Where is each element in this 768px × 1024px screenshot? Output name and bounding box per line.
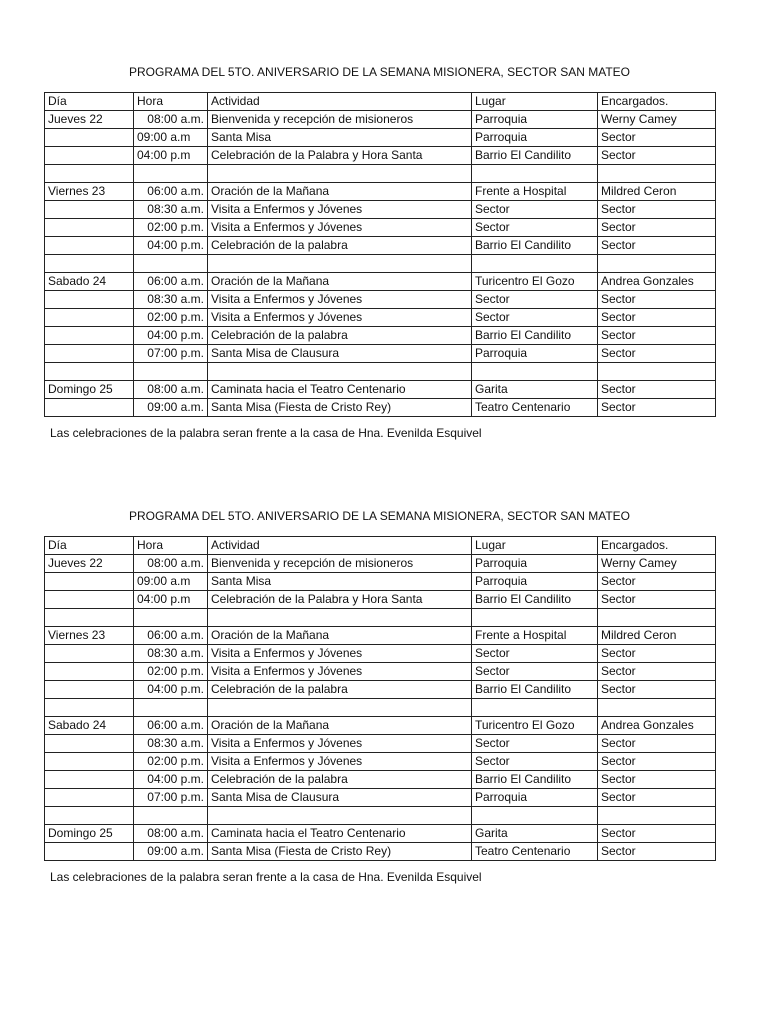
cell-hora: 08:00 a.m. bbox=[134, 555, 208, 573]
cell-actividad: Santa Misa de Clausura bbox=[208, 345, 472, 363]
cell-lugar: Parroquia bbox=[472, 789, 598, 807]
cell-lugar: Barrio El Candilito bbox=[472, 327, 598, 345]
cell-hora bbox=[134, 363, 208, 381]
cell-actividad: Bienvenida y recepción de misioneros bbox=[208, 555, 472, 573]
cell-hora bbox=[134, 609, 208, 627]
table-row bbox=[45, 573, 716, 591]
cell-encargados: Sector bbox=[598, 825, 716, 843]
cell-actividad bbox=[208, 363, 472, 381]
spacer-row bbox=[45, 699, 716, 717]
cell-actividad: Caminata hacia el Teatro Centenario bbox=[208, 825, 472, 843]
cell-lugar bbox=[472, 255, 598, 273]
cell-actividad: Celebración de la palabra bbox=[208, 327, 472, 345]
cell-encargados: Sector bbox=[598, 645, 716, 663]
cell-dia bbox=[45, 147, 134, 165]
cell-dia bbox=[45, 237, 134, 255]
cell-dia: Viernes 23 bbox=[45, 627, 134, 645]
cell-hora: 06:00 a.m. bbox=[134, 183, 208, 201]
cell-lugar: Parroquia bbox=[472, 555, 598, 573]
schedule-table bbox=[44, 536, 716, 861]
cell-lugar: Garita bbox=[472, 825, 598, 843]
cell-actividad: Caminata hacia el Teatro Centenario bbox=[208, 381, 472, 399]
cell-dia: Viernes 23 bbox=[45, 183, 134, 201]
cell-dia: Sabado 24 bbox=[45, 717, 134, 735]
cell-lugar: Parroquia bbox=[472, 573, 598, 591]
cell-hora: 08:30 a.m. bbox=[134, 201, 208, 219]
cell-encargados bbox=[598, 255, 716, 273]
cell-encargados: Sector bbox=[598, 237, 716, 255]
cell-hora: 04:00 p.m. bbox=[134, 681, 208, 699]
table-row bbox=[45, 663, 716, 681]
column-header: Actividad bbox=[208, 537, 472, 555]
cell-actividad bbox=[208, 699, 472, 717]
cell-dia: Jueves 22 bbox=[45, 555, 134, 573]
cell-dia bbox=[45, 645, 134, 663]
cell-lugar: Sector bbox=[472, 735, 598, 753]
footnote: Las celebraciones de la palabra seran frente a la casa de Hna. Evenilda Esquivel bbox=[50, 426, 482, 440]
cell-hora: 02:00 p.m. bbox=[134, 309, 208, 327]
cell-encargados: Sector bbox=[598, 771, 716, 789]
cell-actividad bbox=[208, 165, 472, 183]
table-row bbox=[45, 717, 716, 735]
cell-hora bbox=[134, 165, 208, 183]
cell-encargados: Andrea Gonzales bbox=[598, 273, 716, 291]
cell-actividad: Oración de la Mañana bbox=[208, 183, 472, 201]
cell-dia bbox=[45, 807, 134, 825]
cell-dia bbox=[45, 129, 134, 147]
table-row bbox=[45, 273, 716, 291]
cell-actividad: Oración de la Mañana bbox=[208, 627, 472, 645]
cell-actividad: Visita a Enfermos y Jóvenes bbox=[208, 291, 472, 309]
cell-lugar: Sector bbox=[472, 309, 598, 327]
cell-encargados: Sector bbox=[598, 789, 716, 807]
cell-encargados: Werny Camey bbox=[598, 111, 716, 129]
cell-hora: 02:00 p.m. bbox=[134, 753, 208, 771]
cell-lugar: Parroquia bbox=[472, 111, 598, 129]
table-row bbox=[45, 771, 716, 789]
cell-dia bbox=[45, 771, 134, 789]
cell-hora: 08:30 a.m. bbox=[134, 291, 208, 309]
schedule-block-2 bbox=[44, 508, 715, 885]
cell-actividad bbox=[208, 609, 472, 627]
cell-lugar: Teatro Centenario bbox=[472, 399, 598, 417]
column-header: Encargados. bbox=[598, 537, 716, 555]
cell-lugar: Barrio El Candilito bbox=[472, 237, 598, 255]
column-header: Encargados. bbox=[598, 93, 716, 111]
spacer-row bbox=[45, 363, 716, 381]
cell-hora: 09:00 a.m. bbox=[134, 843, 208, 861]
cell-lugar: Sector bbox=[472, 753, 598, 771]
cell-hora: 04:00 p.m. bbox=[134, 237, 208, 255]
cell-actividad: Celebración de la Palabra y Hora Santa bbox=[208, 591, 472, 609]
cell-hora: 06:00 a.m. bbox=[134, 627, 208, 645]
cell-actividad: Visita a Enfermos y Jóvenes bbox=[208, 309, 472, 327]
column-header: Hora bbox=[134, 93, 208, 111]
cell-actividad: Santa Misa (Fiesta de Cristo Rey) bbox=[208, 399, 472, 417]
table-row bbox=[45, 789, 716, 807]
cell-hora: 02:00 p.m. bbox=[134, 219, 208, 237]
cell-actividad: Bienvenida y recepción de misioneros bbox=[208, 111, 472, 129]
table-row bbox=[45, 735, 716, 753]
cell-actividad: Visita a Enfermos y Jóvenes bbox=[208, 663, 472, 681]
cell-encargados bbox=[598, 609, 716, 627]
cell-encargados bbox=[598, 807, 716, 825]
cell-hora: 09:00 a.m. bbox=[134, 399, 208, 417]
cell-lugar: Sector bbox=[472, 219, 598, 237]
cell-lugar bbox=[472, 165, 598, 183]
cell-dia bbox=[45, 591, 134, 609]
table-row bbox=[45, 825, 716, 843]
cell-lugar: Turicentro El Gozo bbox=[472, 273, 598, 291]
table-row bbox=[45, 183, 716, 201]
cell-lugar: Turicentro El Gozo bbox=[472, 717, 598, 735]
cell-lugar: Barrio El Candilito bbox=[472, 771, 598, 789]
schedule-table bbox=[44, 92, 716, 417]
cell-dia bbox=[45, 165, 134, 183]
cell-dia bbox=[45, 681, 134, 699]
document-title: PROGRAMA DEL 5TO. ANIVERSARIO DE LA SEMANA MISIONERA, SECTOR SAN MATEO bbox=[128, 65, 630, 79]
cell-lugar: Garita bbox=[472, 381, 598, 399]
cell-hora: 02:00 p.m. bbox=[134, 663, 208, 681]
spacer-row bbox=[45, 165, 716, 183]
cell-dia bbox=[45, 363, 134, 381]
cell-lugar: Sector bbox=[472, 201, 598, 219]
cell-dia bbox=[45, 699, 134, 717]
cell-encargados: Sector bbox=[598, 327, 716, 345]
cell-hora: 04:00 p.m bbox=[134, 147, 208, 165]
cell-lugar bbox=[472, 609, 598, 627]
cell-encargados: Sector bbox=[598, 843, 716, 861]
cell-dia bbox=[45, 789, 134, 807]
cell-lugar: Barrio El Candilito bbox=[472, 147, 598, 165]
cell-encargados: Andrea Gonzales bbox=[598, 717, 716, 735]
table-row bbox=[45, 681, 716, 699]
cell-encargados: Sector bbox=[598, 201, 716, 219]
cell-encargados: Sector bbox=[598, 399, 716, 417]
cell-dia bbox=[45, 843, 134, 861]
table-row bbox=[45, 201, 716, 219]
table-row bbox=[45, 219, 716, 237]
cell-hora: 04:00 p.m. bbox=[134, 771, 208, 789]
cell-actividad: Visita a Enfermos y Jóvenes bbox=[208, 645, 472, 663]
cell-actividad: Visita a Enfermos y Jóvenes bbox=[208, 219, 472, 237]
column-header: Actividad bbox=[208, 93, 472, 111]
cell-dia bbox=[45, 309, 134, 327]
cell-hora: 08:00 a.m. bbox=[134, 381, 208, 399]
cell-hora: 09:00 a.m bbox=[134, 573, 208, 591]
cell-lugar: Sector bbox=[472, 663, 598, 681]
cell-dia: Domingo 25 bbox=[45, 381, 134, 399]
cell-dia bbox=[45, 291, 134, 309]
cell-actividad: Visita a Enfermos y Jóvenes bbox=[208, 201, 472, 219]
table-row bbox=[45, 147, 716, 165]
table-row bbox=[45, 111, 716, 129]
cell-lugar: Parroquia bbox=[472, 129, 598, 147]
cell-encargados: Mildred Ceron bbox=[598, 183, 716, 201]
cell-encargados: Sector bbox=[598, 381, 716, 399]
cell-hora: 08:30 a.m. bbox=[134, 645, 208, 663]
cell-actividad: Celebración de la Palabra y Hora Santa bbox=[208, 147, 472, 165]
spacer-row bbox=[45, 609, 716, 627]
cell-lugar: Teatro Centenario bbox=[472, 843, 598, 861]
document-title: PROGRAMA DEL 5TO. ANIVERSARIO DE LA SEMANA MISIONERA, SECTOR SAN MATEO bbox=[128, 509, 630, 523]
column-header: Día bbox=[45, 537, 134, 555]
cell-dia: Domingo 25 bbox=[45, 825, 134, 843]
cell-lugar: Barrio El Candilito bbox=[472, 591, 598, 609]
cell-actividad: Santa Misa (Fiesta de Cristo Rey) bbox=[208, 843, 472, 861]
cell-actividad: Oración de la Mañana bbox=[208, 717, 472, 735]
cell-actividad: Oración de la Mañana bbox=[208, 273, 472, 291]
cell-encargados bbox=[598, 699, 716, 717]
table-row bbox=[45, 309, 716, 327]
cell-hora: 06:00 a.m. bbox=[134, 717, 208, 735]
cell-lugar: Frente a Hospital bbox=[472, 183, 598, 201]
cell-encargados: Sector bbox=[598, 291, 716, 309]
cell-lugar: Sector bbox=[472, 291, 598, 309]
cell-hora bbox=[134, 255, 208, 273]
table-row bbox=[45, 843, 716, 861]
schedule-block-1 bbox=[44, 64, 715, 441]
cell-hora: 09:00 a.m bbox=[134, 129, 208, 147]
cell-hora: 08:00 a.m. bbox=[134, 111, 208, 129]
cell-hora: 07:00 p.m. bbox=[134, 789, 208, 807]
cell-encargados bbox=[598, 165, 716, 183]
cell-hora: 06:00 a.m. bbox=[134, 273, 208, 291]
cell-actividad: Santa Misa de Clausura bbox=[208, 789, 472, 807]
footnote: Las celebraciones de la palabra seran frente a la casa de Hna. Evenilda Esquivel bbox=[50, 870, 482, 884]
spacer-row bbox=[45, 807, 716, 825]
cell-encargados: Sector bbox=[598, 681, 716, 699]
cell-lugar bbox=[472, 807, 598, 825]
cell-encargados: Sector bbox=[598, 573, 716, 591]
header-row bbox=[45, 93, 716, 111]
cell-actividad: Celebración de la palabra bbox=[208, 237, 472, 255]
cell-encargados: Sector bbox=[598, 345, 716, 363]
table-row bbox=[45, 345, 716, 363]
cell-lugar: Sector bbox=[472, 645, 598, 663]
cell-dia bbox=[45, 735, 134, 753]
table-row bbox=[45, 381, 716, 399]
cell-lugar bbox=[472, 699, 598, 717]
cell-actividad bbox=[208, 807, 472, 825]
cell-dia bbox=[45, 255, 134, 273]
cell-actividad: Santa Misa bbox=[208, 573, 472, 591]
cell-hora: 08:30 a.m. bbox=[134, 735, 208, 753]
cell-dia: Sabado 24 bbox=[45, 273, 134, 291]
cell-encargados: Sector bbox=[598, 309, 716, 327]
table-row bbox=[45, 327, 716, 345]
cell-encargados: Sector bbox=[598, 663, 716, 681]
table-row bbox=[45, 129, 716, 147]
cell-encargados: Werny Camey bbox=[598, 555, 716, 573]
cell-lugar: Barrio El Candilito bbox=[472, 681, 598, 699]
spacer-row bbox=[45, 255, 716, 273]
cell-hora bbox=[134, 699, 208, 717]
table-row bbox=[45, 555, 716, 573]
table-row bbox=[45, 753, 716, 771]
cell-dia bbox=[45, 345, 134, 363]
cell-encargados: Mildred Ceron bbox=[598, 627, 716, 645]
cell-encargados: Sector bbox=[598, 129, 716, 147]
cell-dia bbox=[45, 609, 134, 627]
cell-encargados: Sector bbox=[598, 753, 716, 771]
cell-actividad: Visita a Enfermos y Jóvenes bbox=[208, 753, 472, 771]
cell-hora: 04:00 p.m. bbox=[134, 327, 208, 345]
cell-dia bbox=[45, 219, 134, 237]
column-header: Día bbox=[45, 93, 134, 111]
cell-encargados: Sector bbox=[598, 591, 716, 609]
table-row bbox=[45, 645, 716, 663]
column-header: Lugar bbox=[472, 537, 598, 555]
cell-actividad bbox=[208, 255, 472, 273]
cell-dia: Jueves 22 bbox=[45, 111, 134, 129]
cell-encargados bbox=[598, 363, 716, 381]
column-header: Hora bbox=[134, 537, 208, 555]
cell-actividad: Celebración de la palabra bbox=[208, 771, 472, 789]
cell-actividad: Visita a Enfermos y Jóvenes bbox=[208, 735, 472, 753]
table-row bbox=[45, 591, 716, 609]
cell-lugar bbox=[472, 363, 598, 381]
cell-lugar: Parroquia bbox=[472, 345, 598, 363]
cell-hora: 04:00 p.m bbox=[134, 591, 208, 609]
table-row bbox=[45, 399, 716, 417]
cell-actividad: Santa Misa bbox=[208, 129, 472, 147]
table-row bbox=[45, 627, 716, 645]
cell-lugar: Frente a Hospital bbox=[472, 627, 598, 645]
cell-dia bbox=[45, 399, 134, 417]
cell-hora: 07:00 p.m. bbox=[134, 345, 208, 363]
cell-encargados: Sector bbox=[598, 219, 716, 237]
cell-dia bbox=[45, 573, 134, 591]
table-row bbox=[45, 237, 716, 255]
header-row bbox=[45, 537, 716, 555]
cell-encargados: Sector bbox=[598, 735, 716, 753]
column-header: Lugar bbox=[472, 93, 598, 111]
cell-dia bbox=[45, 201, 134, 219]
cell-hora: 08:00 a.m. bbox=[134, 825, 208, 843]
cell-dia bbox=[45, 753, 134, 771]
cell-encargados: Sector bbox=[598, 147, 716, 165]
cell-dia bbox=[45, 327, 134, 345]
cell-dia bbox=[45, 663, 134, 681]
cell-hora bbox=[134, 807, 208, 825]
cell-actividad: Celebración de la palabra bbox=[208, 681, 472, 699]
table-row bbox=[45, 291, 716, 309]
